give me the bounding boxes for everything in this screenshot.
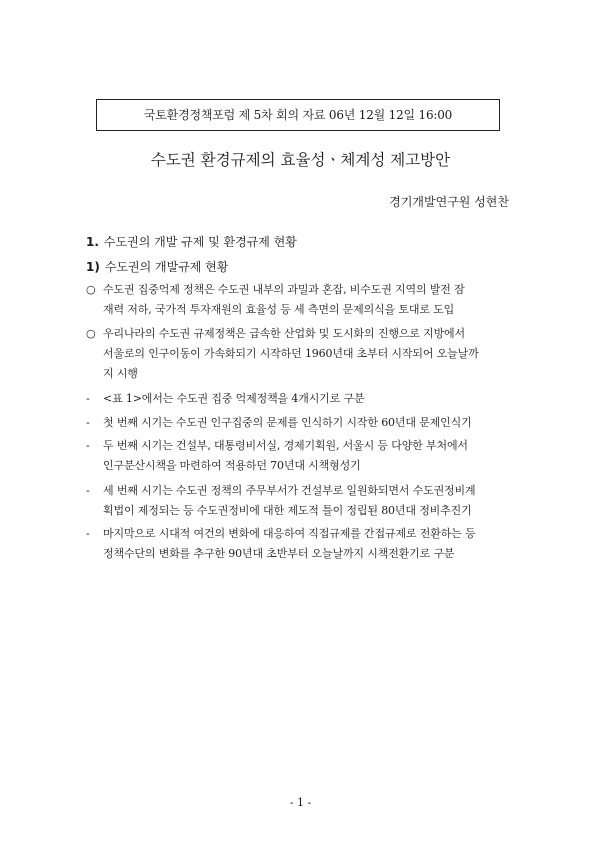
subsection-title: 수도권의 개발규제 현황 xyxy=(104,260,229,274)
author-line: 경기개발연구원 성현찬 xyxy=(389,195,509,209)
bullet-line: 재력 저하, 국가적 투자재원의 효율성 등 세 측면의 문제의식을 토대로 도입 xyxy=(103,303,455,316)
dash-bullet: - xyxy=(86,392,90,405)
dash-line: 획법이 제정되는 등 수도권정비에 대한 제도적 틀이 정립된 80년대 정비추진기 xyxy=(103,504,472,517)
bullet-line: 수도권 집중억제 정책은 수도권 내부의 과밀과 혼잡, 비수도권 지역의 발전 잠 xyxy=(103,283,465,296)
dash-line: 첫 번째 시기는 수도권 인구집중의 문제를 인식하기 시작한 60년대 문제인식기 xyxy=(103,416,472,429)
dash-item xyxy=(86,389,518,409)
bullet-item xyxy=(86,324,518,384)
section-title: 수도권의 개발 규제 및 환경규제 현황 xyxy=(103,235,297,249)
page-number: - 1 - xyxy=(289,796,312,809)
dash-line: 세 번째 시기는 수도권 정책의 주무부서가 건설부로 일원화되면서 수도권정비계 xyxy=(103,484,476,497)
section-heading-1 xyxy=(86,234,297,250)
dash-item xyxy=(86,436,518,476)
meeting-info-text: 국토환경정책포럼 제 5차 회의 자료 06년 12월 12일 16:00 xyxy=(143,108,453,122)
dash-item xyxy=(86,481,518,521)
dash-item xyxy=(86,413,518,433)
dash-item xyxy=(86,524,518,564)
circle-bullet: ○ xyxy=(86,283,96,296)
bullet-item xyxy=(86,280,518,320)
dash-line: 인구분산시책을 마련하여 적용하던 70년대 시책형성기 xyxy=(103,459,361,472)
dash-bullet: - xyxy=(86,416,90,429)
dash-bullet: - xyxy=(86,439,90,452)
dash-line: 두 번째 시기는 건설부, 대통령비서실, 경제기획원, 서울시 등 다양한 부처에서 xyxy=(103,439,468,452)
bullet-line: 서울로의 인구이동이 가속화되기 시작하던 1960년대 초부터 시작되어 오늘날까 xyxy=(103,347,479,360)
dash-bullet: - xyxy=(86,484,90,497)
section-number: 1. xyxy=(86,235,99,249)
subsection-heading-1 xyxy=(86,259,228,275)
dash-line: 마지막으로 시대적 여건의 변화에 대응하여 직접규제를 간접규제로 전환하는 등 xyxy=(103,527,476,540)
bullet-line: 지 시행 xyxy=(103,367,138,380)
subsection-number: 1) xyxy=(86,260,100,274)
dash-line: <표 1>에서는 수도권 집중 억제정책을 4개시기로 구분 xyxy=(103,392,365,405)
bullet-line: 우리나라의 수도권 규제정책은 급속한 산업화 및 도시화의 진행으로 지방에서 xyxy=(103,327,466,340)
document-title: 수도권 환경규제의 효율성ㆍ체계성 제고방안 xyxy=(150,151,451,169)
dash-line: 정책수단의 변화를 추구한 90년대 초반부터 오늘날까지 시책전환기로 구분 xyxy=(103,547,455,560)
circle-bullet: ○ xyxy=(86,327,96,340)
dash-bullet: - xyxy=(86,527,90,540)
meeting-info-box xyxy=(96,99,500,131)
